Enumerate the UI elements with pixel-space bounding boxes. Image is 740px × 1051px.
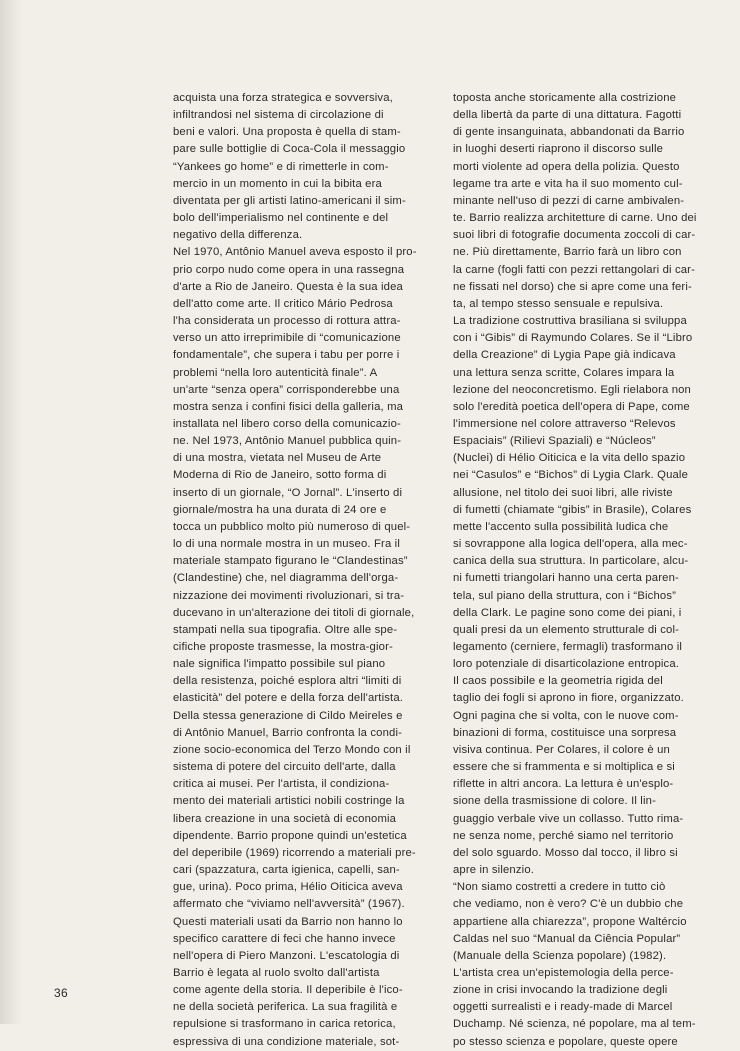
text-line: lezione del neoconcretismo. Egli rielabora non (453, 383, 691, 396)
text-line: ne senza nome, perché siamo nel territorio (453, 829, 674, 842)
text-line: repulsione si trasformano in carica retorica, (173, 1018, 396, 1031)
text-line: affermato che “viviamo nell'avversità” (1967). (173, 898, 405, 911)
text-line: toposta anche storicamente alla costrizione (453, 92, 677, 104)
text-line: libera creazione in una società di economia (173, 812, 397, 825)
text-line: specifico carattere di feci che hanno invece (173, 932, 396, 945)
text-line: dell'atto come arte. Il critico Mário Pedrosa (173, 297, 393, 310)
text-line: nell'opera di Piero Manzoni. L'escatologia di (173, 949, 400, 962)
text-line: problemi “nella loro autenticità finale”. A (173, 366, 378, 379)
text-line: la carne (fogli fatti con pezzi rettangolari di car- (453, 263, 696, 276)
text-line: Della stessa generazione di Cildo Meireles e (173, 709, 403, 722)
text-line: Caldas nel suo “Manual da Ciência Popular” (453, 932, 681, 945)
text-line: tocca un pubblico molto più numeroso di quel- (173, 520, 411, 533)
text-line: legame tra arte e vita ha il suo momento cul- (453, 177, 683, 190)
text-line: (Manuale della Scienza popolare) (1982). (453, 949, 667, 962)
text-line: minante nell'uso di pezzi di carne ambivalen- (453, 194, 685, 207)
text-line: tela, sul piano della struttura, con i “Bichos” (453, 589, 677, 602)
text-line: mette l'accento sulla possibilità ludica che (453, 520, 669, 533)
text-line: del solo sguardo. Mosso dal tocco, il libro si (453, 846, 678, 859)
text-line: te. Barrio realizza architetture di carne. Uno dei (453, 212, 697, 225)
page-number: 36 (54, 986, 68, 1000)
text-line: in luoghi deserti riaprono il discorso sulle (453, 143, 664, 156)
text-line: mento dei materiali artistici nobili costringe la (173, 795, 405, 808)
text-line: appartiene alla chiarezza”, propone Waltércio (453, 915, 687, 928)
text-line: ne fissati nel dorso) che si apre come una feri- (453, 280, 692, 293)
text-line: l'ha considerata un processo di rottura attra- (173, 315, 401, 328)
right-text-column (453, 90, 715, 1051)
text-line: oggetti surrealisti e i ready-made di Marcel (453, 1001, 673, 1014)
text-line: della Clark. Le pagine sono come dei piani, i (453, 606, 682, 619)
text-line: nizzazione dei movimenti rivoluzionari, si tra- (173, 589, 405, 602)
text-line: mostra senza i confini fisici della galleria, ma (173, 400, 404, 413)
text-line: zione in crisi invocando la tradizione degli (453, 984, 668, 997)
text-line: cifiche proposte trasmesse, la mostra-gior- (173, 641, 393, 653)
text-line: po stesso scienza e popolare, queste opere (453, 1035, 678, 1048)
text-line: della libertà da parte di una dittatura. Fagotti (453, 109, 682, 122)
text-line: La tradizione costruttiva brasiliana si sviluppa (453, 315, 687, 328)
text-line: (Clandestine) che, nel diagramma dell'orga- (173, 572, 399, 585)
text-line: beni e valori. Una proposta è quella di stam- (173, 126, 401, 139)
text-line: con i “Gibis” di Raymundo Colares. Se il “Libro (453, 332, 693, 345)
text-line: pare sulle bottiglie di Coca-Cola il messaggio (173, 143, 406, 156)
text-line: suoi libri di fotografie documenta zoccoli di car- (453, 229, 696, 242)
text-line: infiltrandosi nel sistema di circolazione di (173, 109, 384, 122)
text-line: verso un atto irreprimibile di “comunicazione (173, 332, 401, 345)
text-line: di Antônio Manuel, Barrio confronta la condi- (173, 726, 403, 739)
text-line: elasticità” del potere e della forza dell'artista. (173, 692, 404, 705)
text-line: allusione, nel titolo dei suoi libri, alle riviste (453, 486, 673, 499)
text-line: zione socio-economica del Terzo Mondo con il (173, 743, 411, 756)
text-line: guaggio verbale vive un collasso. Tutto rima- (453, 812, 684, 825)
text-line: diventata per gli artisti latino-americani il sim- (173, 194, 406, 207)
text-line: inserto di un giornale, “O Jornal”. L'inserto di (173, 486, 403, 499)
text-line: Il caos possibile e la geometria rigida del (453, 675, 663, 688)
text-line: Moderna di Rio de Janeiro, sotto forma di (173, 469, 387, 482)
page-gutter-shadow (0, 0, 22, 1024)
text-line: di fumetti (chiamate “gibis” in Brasile), Colares (453, 503, 692, 516)
text-line: binazioni di forma, costituisce una sorpresa (453, 726, 677, 739)
text-line: giornale/mostra ha una durata di 24 ore e (173, 503, 387, 516)
text-line: sistema di potere del circuito dell'arte, dalla (173, 761, 396, 774)
text-line: Questi materiali usati da Barrio non hanno lo (173, 915, 403, 928)
text-line: Espaciais” (Rilievi Spaziali) e “Núcleos” (453, 435, 656, 448)
text-line: “Yankees go home” e di rimetterle in com- (173, 160, 389, 173)
text-line: Barrio è legata al ruolo svolto dall'artista (173, 966, 380, 979)
text-line: di una mostra, vietata nel Museu de Arte (173, 452, 382, 465)
text-line: (Nuclei) di Hélio Oiticica e la vita dello spazio (453, 452, 686, 465)
text-line: del deperibile (1969) ricorrendo a materiali pre- (173, 846, 416, 859)
text-line: ni fumetti triangolari hanno una certa paren- (453, 572, 679, 585)
text-line: apre in silenzio. (453, 864, 535, 877)
text-line: critica ai musei. Per l'artista, il condiziona- (173, 778, 390, 791)
text-line: di gente insanguinata, abbandonati da Barrio (453, 126, 685, 139)
text-line: della Creazione” di Lygia Pape già indicava (453, 349, 676, 362)
text-line: ta, al tempo stesso sensuale e repulsiva. (453, 297, 664, 310)
text-line: essere che si frammenta e si moltiplica e si (453, 761, 675, 774)
text-line: Ogni pagina che si volta, con le nuove com- (453, 709, 679, 722)
text-line: ne della società periferica. La sua fragilità e (173, 1001, 398, 1014)
text-line: ne. Nel 1973, Antônio Manuel pubblica quin- (173, 435, 402, 448)
text-line: Nel 1970, Antônio Manuel aveva esposto il pro- (173, 246, 417, 259)
text-line: visiva continua. Per Colares, il colore è un (453, 743, 670, 756)
text-line: materiale stampato figurano le “Clandestinas” (173, 555, 408, 568)
text-line: come agente della storia. Il deperibile è l'ico- (173, 984, 403, 997)
text-line: “Non siamo costretti a credere in tutto ciò (453, 881, 666, 894)
text-line: legamento (cerniere, fermagli) trasformano il (453, 641, 683, 653)
left-text-column (173, 90, 435, 1051)
text-line: dipendente. Barrio propone quindi un'estetica (173, 829, 407, 842)
text-line: acquista una forza strategica e sovversiva, (173, 92, 393, 104)
text-line: solo l'eredità poetica dell'opera di Pape, come (453, 400, 690, 413)
text-line: nei “Casulos” e “Bichos” di Lygia Clark. Quale (453, 469, 689, 482)
text-line: un'arte “senza opera” corrisponderebbe una (173, 383, 400, 396)
text-line: morti violente ad opera della polizia. Questo (453, 160, 680, 173)
text-line: una lettura senza scritte, Colares impara la (453, 366, 675, 379)
text-line: Duchamp. Né scienza, né popolare, ma al tem- (453, 1018, 696, 1031)
text-line: espressiva di una condizione materiale, sot- (173, 1035, 400, 1048)
text-line: L'artista crea un'epistemologia della perce- (453, 966, 674, 979)
text-line: canica della sua struttura. In particolare, alcu- (453, 555, 689, 568)
text-line: che vediamo, non è vero? C'è un dubbio che (453, 898, 684, 911)
text-line: gue, urina). Poco prima, Hélio Oiticica aveva (173, 881, 403, 894)
text-line: prio corpo nudo come opera in una rassegna (173, 263, 405, 276)
text-line: si sovrappone alla logica dell'opera, alla mec- (453, 538, 688, 551)
text-line: l'immersione nel colore attraverso “Relevos (453, 417, 676, 430)
text-line: quali presi da un elemento strutturale di col- (453, 623, 680, 636)
text-line: installata nel libero corso della comunicazio- (173, 417, 401, 430)
text-line: della resistenza, poiché esplora altri “limiti di (173, 675, 402, 688)
text-line: fondamentale”, che supera i tabu per porre i (173, 349, 400, 362)
text-line: stampati nella sua tipografia. Oltre alle spe- (173, 623, 398, 636)
text-line: bolo dell'imperialismo nel continente e del (173, 212, 389, 225)
text-line: cari (spazzatura, carta igienica, capelli, san- (173, 864, 400, 877)
text-line: nale significa l'impatto possibile sul piano (173, 658, 386, 671)
text-line: sione della trasmissione di colore. Il lin- (453, 795, 656, 808)
text-line: mercio in un momento in cui la bibita era (173, 177, 382, 190)
text-line: riflette in altri ancora. La lettura è un'esplo- (453, 778, 674, 791)
text-line: taglio dei fogli si aprono in fiore, organizzato. (453, 692, 684, 705)
text-line: ne. Più direttamente, Barrio farà un libro con (453, 246, 682, 259)
text-line: ducevano in un'alterazione dei titoli di giornale, (173, 606, 415, 619)
text-line: lo di una normale mostra in un museo. Fra il (173, 538, 400, 551)
text-line: d'arte a Rio de Janeiro. Questa è la sua idea (173, 280, 403, 293)
text-line: loro potenziale di disarticolazione entropica. (453, 658, 680, 671)
text-line: negativo della differenza. (173, 229, 303, 242)
